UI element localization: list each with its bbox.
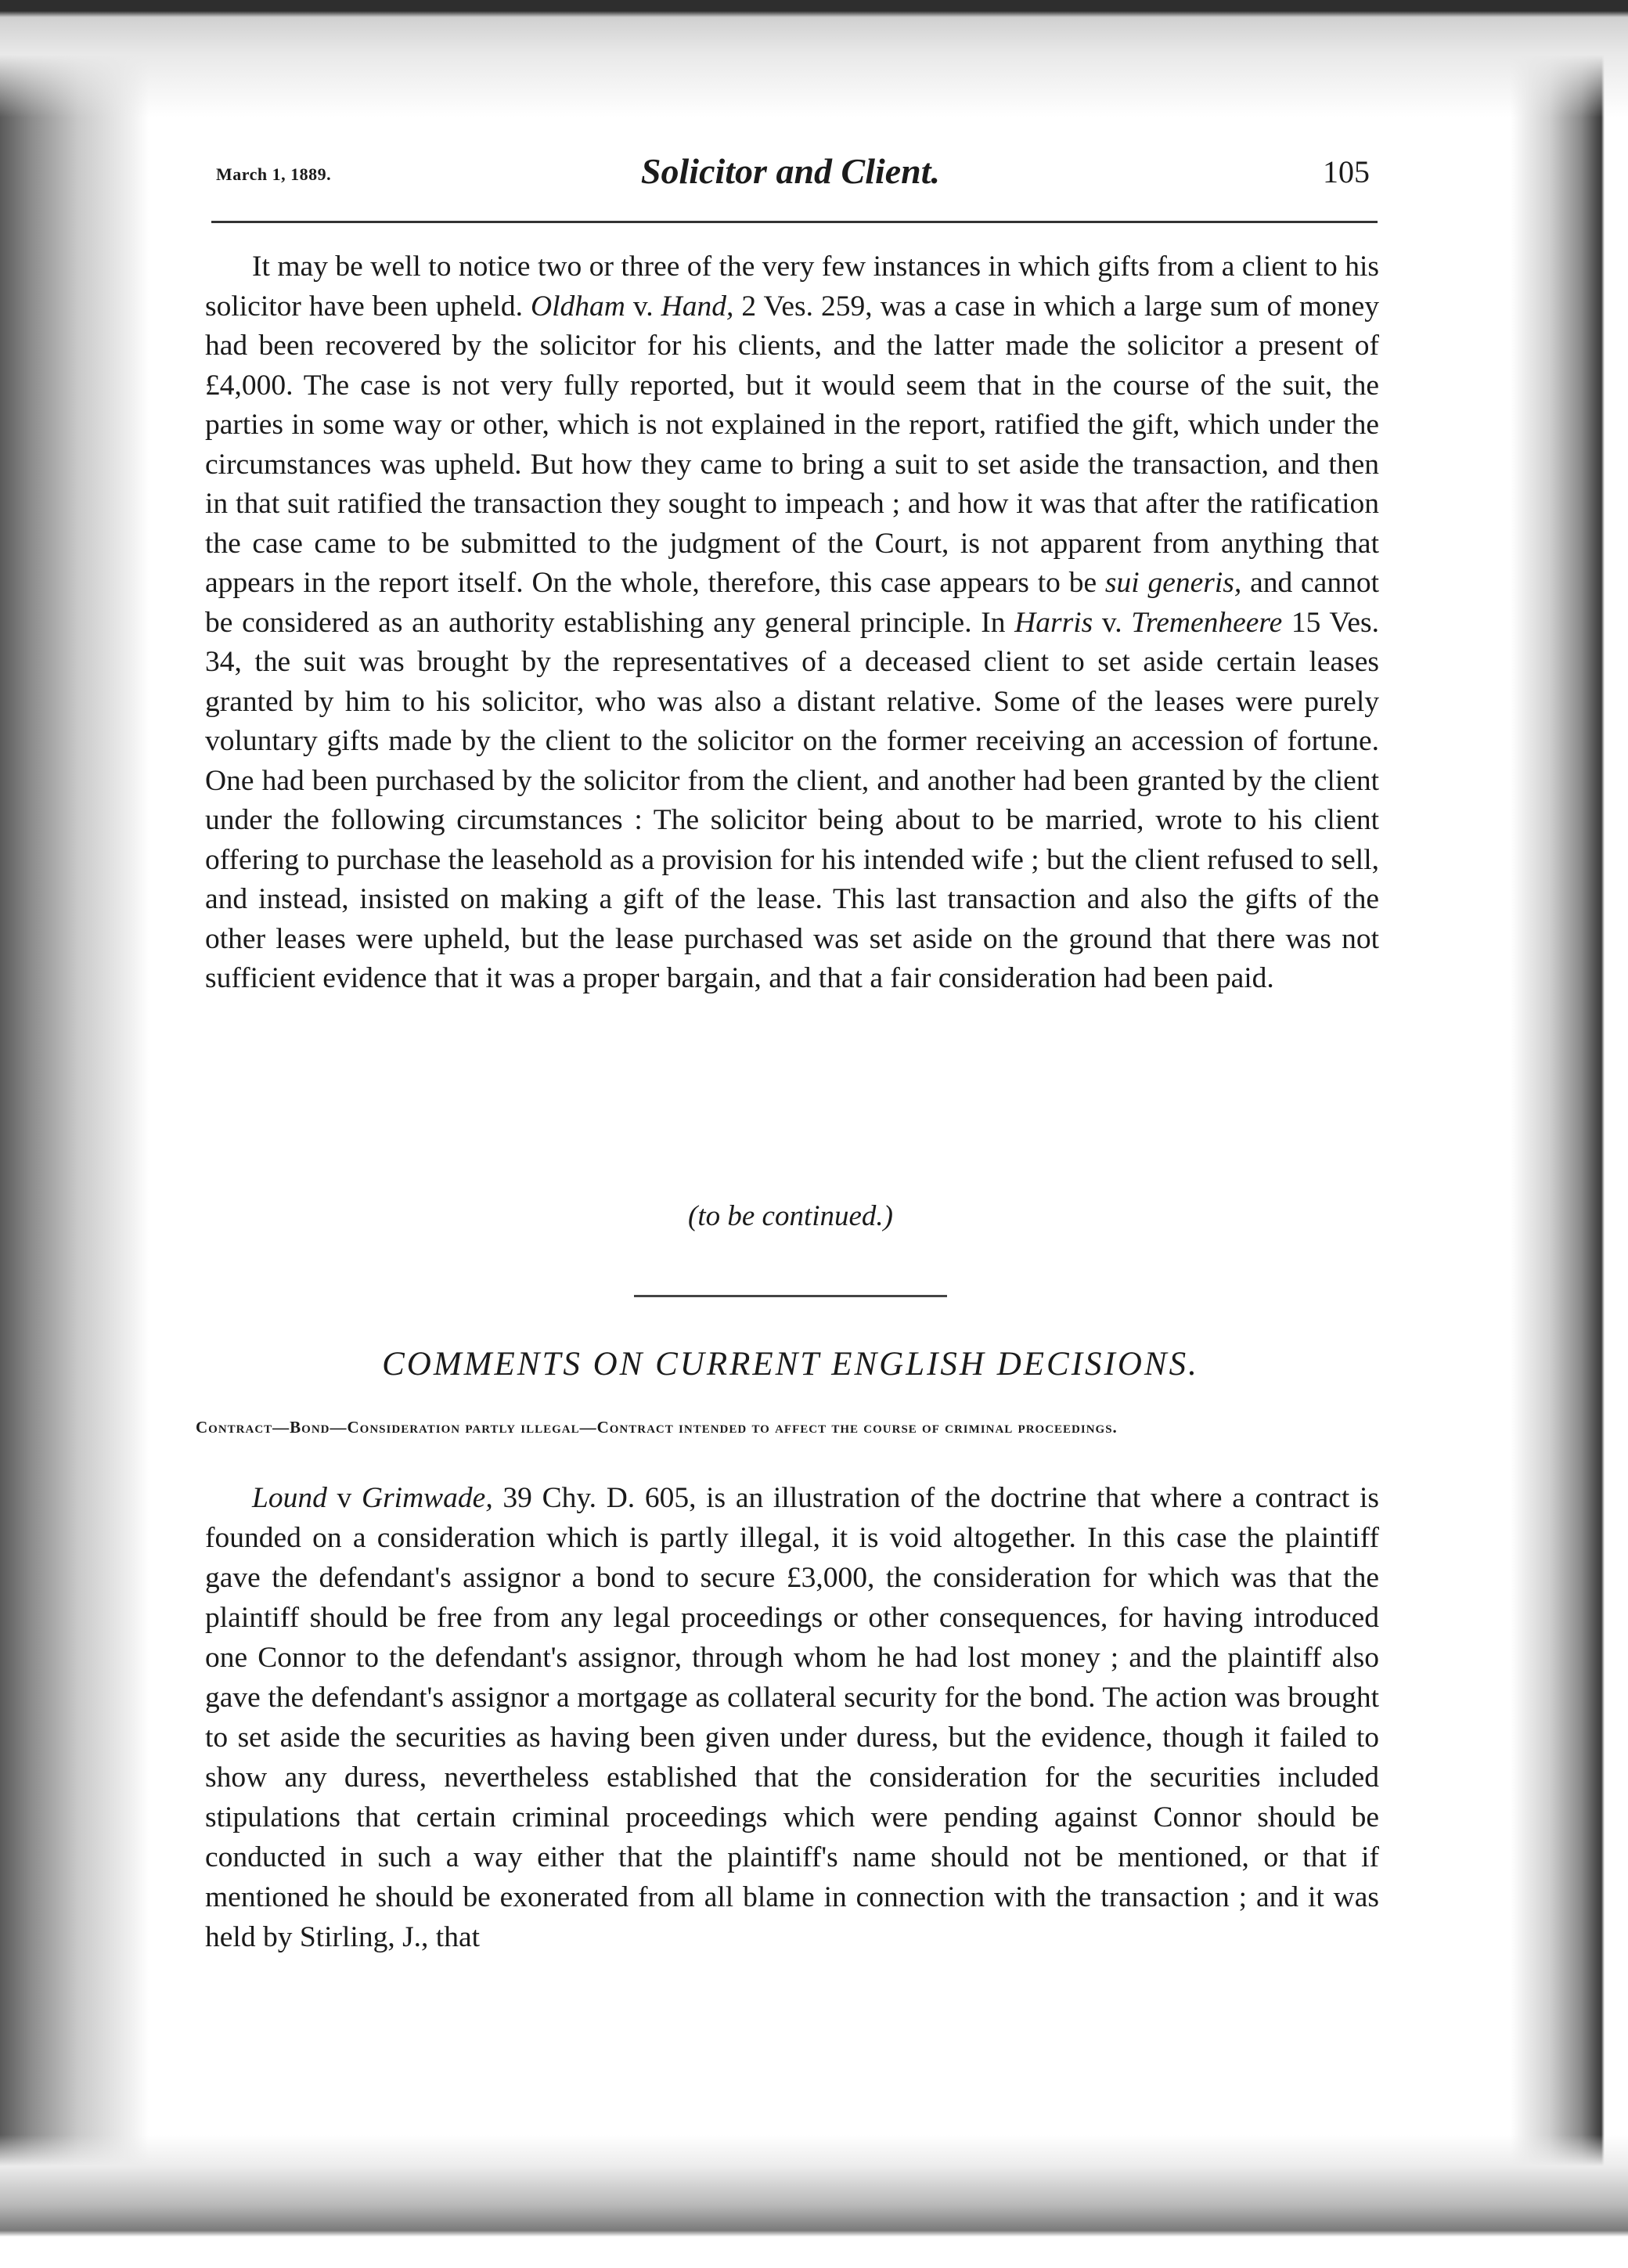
italic-run: Hand, [661, 290, 734, 323]
continued-note: (to be continued.) [688, 1200, 893, 1232]
case-headnote [196, 1415, 1378, 1439]
italic-run: Oldham [531, 290, 625, 323]
case-headnote-text: Contract—Bond—Consideration partly illegal—Contract intended to affect the course of criminal proceedings. [196, 1418, 1118, 1437]
italic-run: Tremenheere [1131, 606, 1283, 639]
text-run: and cannot be considered as an authority establishing any general principle. In [205, 567, 1379, 639]
text-run: v. [1093, 606, 1132, 639]
text-run: 2 Ves. 259, was a case in which a large sum of money had been recovered by the solicitor for his clients, and the latter made the solicitor a present of £4,000. The case is not very fully reported, but it would seem that in the course of the suit, the parties in some way or other, which is not explained in the report, ratified the gift, which under the circumstances was upheld. But how they came to bring a suit to set aside the transaction, and then in that suit ratified the transaction they sought to impeach ; and how it was that after the ratification the case came to be submitted to the judgment of the Court, is not apparent from anything that appears in the report itself. On the whole, therefore, this case appears to be [205, 290, 1379, 599]
section-paragraph [205, 1478, 1379, 1957]
scan-shadow-right [1511, 0, 1628, 2268]
text-run: v. [625, 290, 661, 323]
header-rule [211, 221, 1378, 223]
running-header [196, 153, 1385, 200]
article-paragraph [205, 247, 1379, 999]
document-page [196, 0, 1385, 2268]
section-divider [634, 1295, 947, 1297]
text-run: 39 Chy. D. 605, is an illustration of the doctrine that where a contract is founded on a consideration which is partly illegal, it is void altogether. In this case the plaintiff gave the defendant's assignor a bond to secure £3,000, the consideration for which was that the plaintiff should be free from any legal proceedings or other consequences, for having introduced one Connor to the defendant's assignor, through whom he had lost money ; and the plaintiff also gave the defendant's assignor a mortgage as collateral security for the bond. The action was brought to set aside the securities as having been given under duress, but the evidence, though it failed to show any duress, nevertheless established that the consideration for the securities included stipulations that certain criminal proceedings which were pending against Connor should be conducted in such a way either that the plaintiff's name should not be mentioned, or that if mentioned he should be exonerated from all blame in connection with the transaction ; and it was held by Stirling, J., that [205, 1482, 1380, 1953]
article-body [205, 247, 1379, 999]
italic-run: Grimwade, [361, 1482, 493, 1514]
italic-run: Harris [1014, 606, 1093, 639]
scan-shadow-left [0, 0, 149, 2268]
header-title: Solicitor and Client. [640, 151, 941, 191]
section-body [205, 1478, 1379, 1957]
italic-run: sui generis, [1104, 567, 1242, 599]
header-date: March 1, 1889. [216, 164, 332, 184]
text-run: It may be well to notice two or three of the very few instances in which gifts from a client to his solicitor have been upheld. [205, 251, 1379, 323]
italic-run: Lound [252, 1482, 327, 1514]
text-run: 15 Ves. 34, the suit was brought by the representatives of a deceased client to set aside certain leases granted by him to his solicitor, who was also a distant relative. Some of the leases were purely voluntary gifts made by the client to the solicitor on the former receiving an accession of fortune. One had been purchased by the solicitor from the client, and another had been granted by the client under the following circumstances : The solicitor being about to be married, wrote to his client offering to purchase the leasehold as a provision for his intended wife ; but the client refused to sell, and instead, insisted on making a gift of the lease. This last transaction and also the gifts of the other leases were upheld, but the lease purchased was set aside on the ground that there was not sufficient evidence that it was a proper bargain, and that a fair consideration had been paid. [205, 606, 1379, 994]
text-run: v [326, 1482, 362, 1514]
section-heading: COMMENTS ON CURRENT ENGLISH DECISIONS. [382, 1346, 1199, 1383]
page-number: 105 [1323, 154, 1370, 189]
